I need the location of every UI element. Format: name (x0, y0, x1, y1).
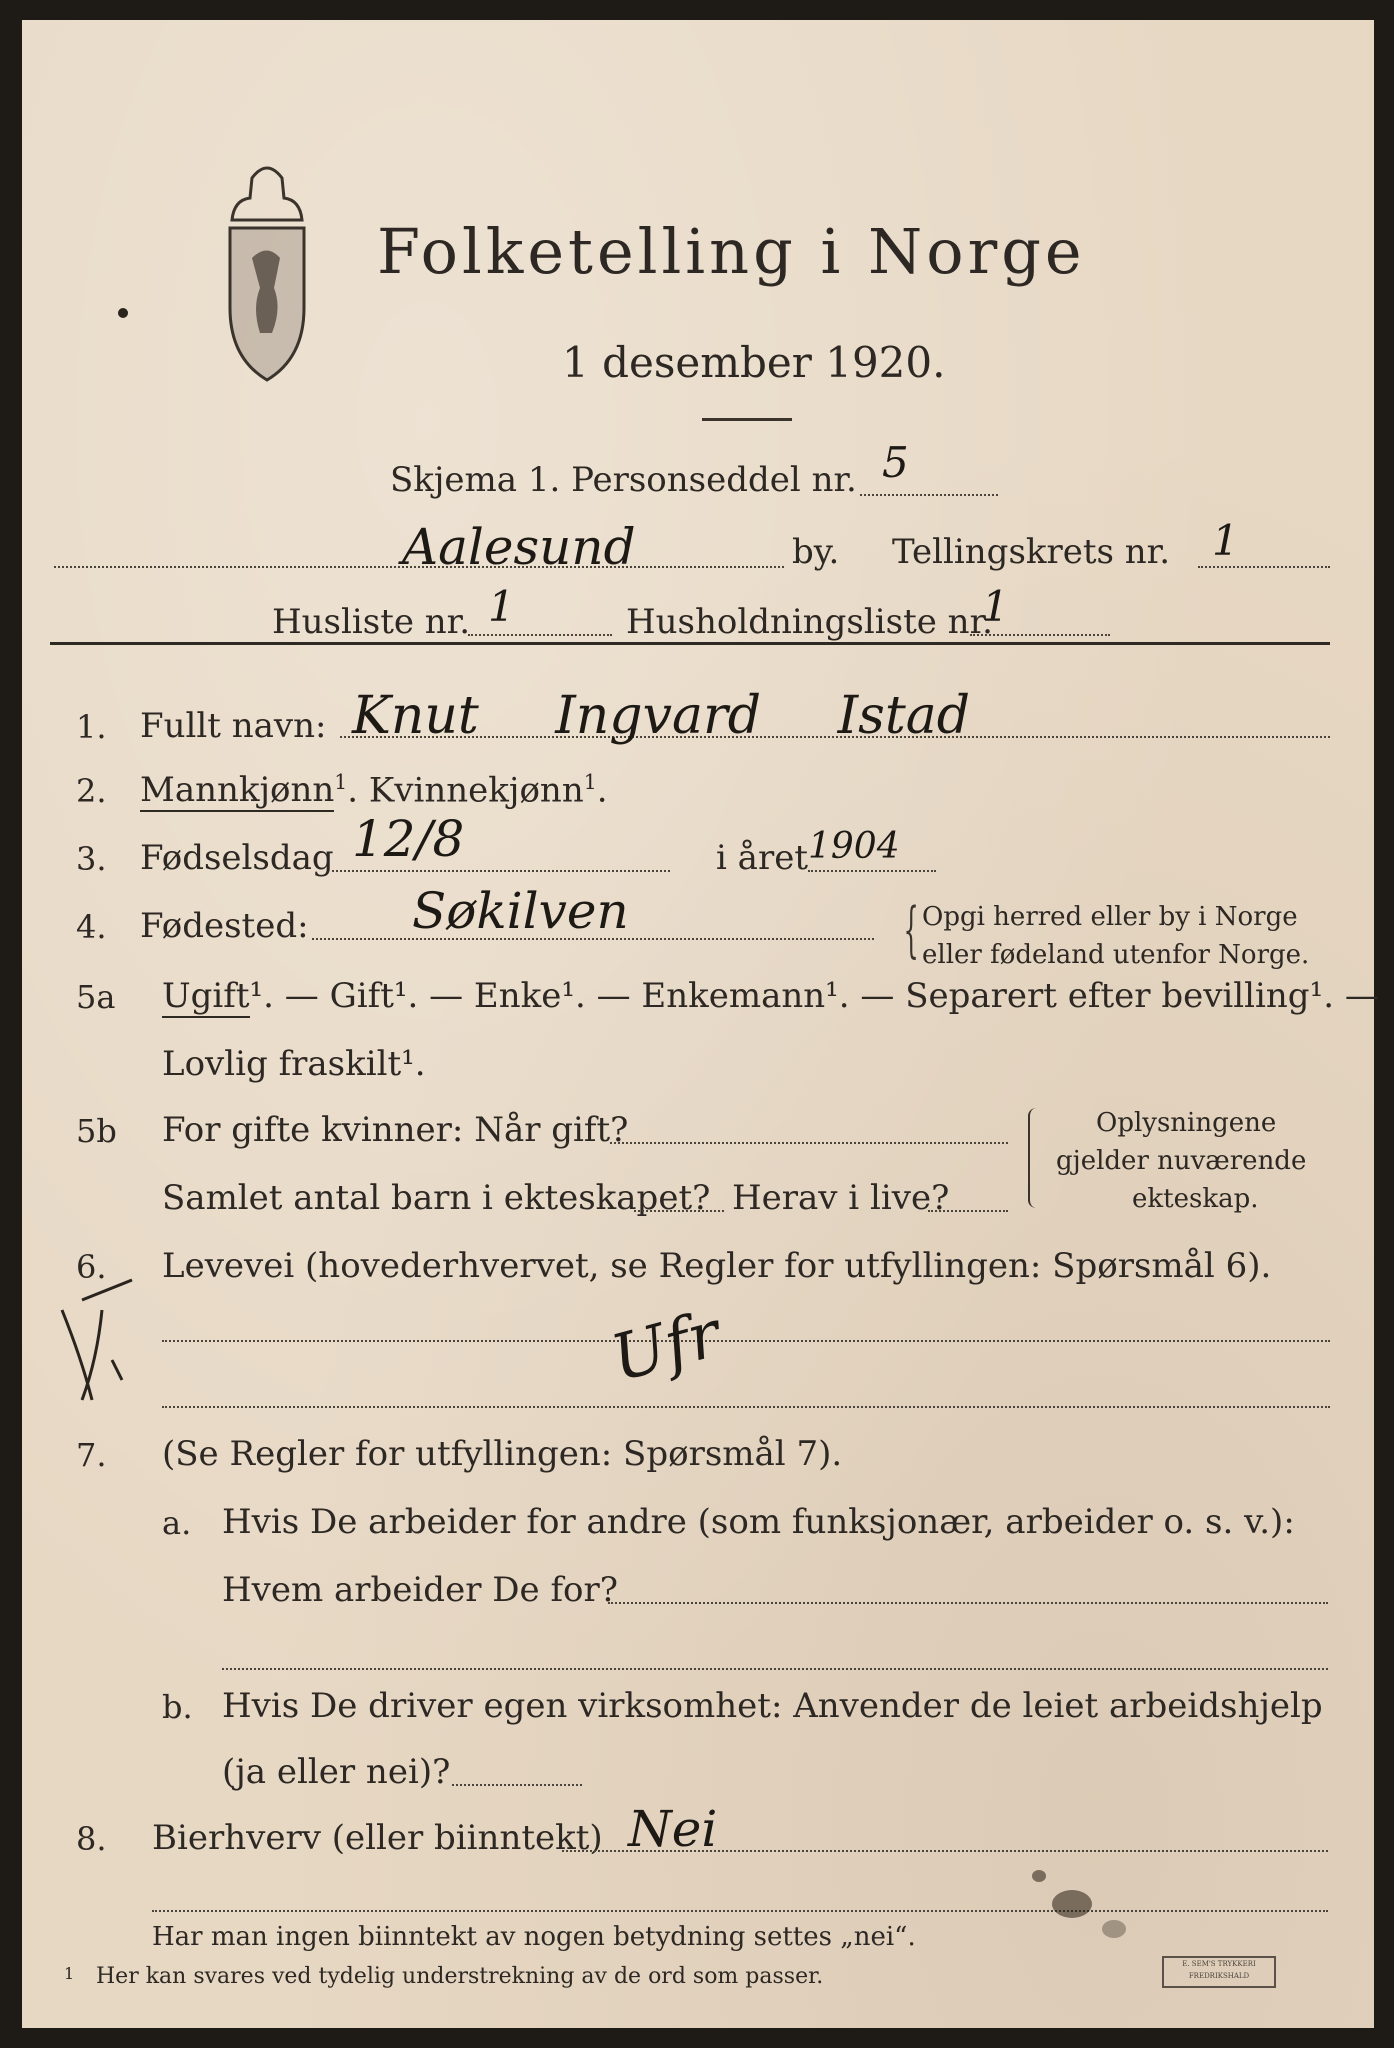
q7a-number: a. (162, 1504, 192, 1542)
q5b-note-1: Oplysningene (1096, 1108, 1277, 1138)
husholdning-label: Husholdningsliste nr. (626, 602, 993, 642)
q1-label: Fullt navn: (140, 706, 327, 746)
q5b-note-3: ekteskap. (1132, 1184, 1259, 1214)
q6-occupation-mark[interactable]: Ufr (604, 1297, 728, 1397)
q8-side-income[interactable]: Nei (628, 1800, 718, 1858)
q6-field-line-1 (162, 1340, 1330, 1342)
form-date: 1 desember 1920. (562, 338, 946, 387)
schema-number[interactable]: 5 (882, 438, 909, 487)
q5a-ugift-option[interactable]: Ugift (162, 976, 250, 1016)
q8-field-line-2 (152, 1910, 1328, 1912)
section-rule (50, 642, 1330, 645)
margin-check-mark-icon (52, 1270, 142, 1410)
q6-field-line-2 (162, 1406, 1330, 1408)
q2-female-option[interactable]: Kvinnekjønn (368, 770, 584, 811)
form-title: Folketelling i Norge (377, 215, 1086, 288)
q4-note-1: Opgi herred eller by i Norge (922, 902, 1298, 932)
q2-end: . (596, 770, 608, 811)
husliste-label: Husliste nr. (272, 602, 471, 642)
husliste-number[interactable]: 1 (488, 582, 515, 631)
q5b-alive-line (928, 1210, 1008, 1212)
q7a-label-2: Hvem arbeider De for? (222, 1570, 618, 1610)
q5b-children-line (634, 1210, 724, 1212)
q8-label: Bierhverv (eller biinntekt) (152, 1818, 603, 1858)
krets-label: Tellingskrets nr. (892, 532, 1171, 572)
q7b-number: b. (162, 1688, 193, 1726)
footnote-text: Her kan svares ved tydelig understrekning av de ord som passer. (96, 1964, 824, 1989)
q2-gender (140, 770, 608, 810)
q6-number: 6. (76, 1248, 107, 1286)
q8-number: 8. (76, 1820, 107, 1858)
city-name[interactable]: Aalesund (402, 518, 636, 576)
q6-label: Levevei (hovederhvervet, se Regler for utfyllingen: Spørsmål 6). (162, 1246, 1272, 1286)
divider (702, 418, 792, 421)
husholdning-field-line (970, 634, 1110, 636)
q5b-married-line (610, 1142, 1008, 1144)
q5b-number: 5b (76, 1112, 117, 1150)
q3-birthdate[interactable]: 12/8 (352, 810, 465, 868)
q7-number: 7. (76, 1436, 107, 1474)
husliste-field-line (468, 634, 612, 636)
q4-number: 4. (76, 908, 107, 946)
q3-number: 3. (76, 840, 107, 878)
q4-note-2: eller fødeland utenfor Norge. (922, 940, 1310, 970)
q5a-number: 5a (76, 978, 116, 1016)
q5a-other-options[interactable]: ¹. — Gift¹. — Enke¹. — Enkemann¹. — Separert efter bevilling¹. — (249, 976, 1379, 1016)
q3-label: Fødselsdag (140, 838, 334, 878)
q2-number: 2. (76, 772, 107, 810)
footnote-mark: 1 (64, 1964, 75, 1983)
q5b-label-2: Samlet antal barn i ekteskapet? (162, 1178, 711, 1218)
coat-of-arms-icon (212, 158, 322, 388)
husholdning-number[interactable]: 1 (982, 582, 1009, 631)
q1-number: 1. (76, 708, 107, 746)
q7-label: (Se Regler for utfyllingen: Spørsmål 7). (162, 1434, 843, 1474)
census-form (22, 20, 1379, 2028)
q7b-label-1: Hvis De driver egen virksomhet: Anvender de leiet arbeidshjelp (222, 1686, 1323, 1726)
q4-birthplace[interactable]: Søkilven (412, 882, 629, 940)
q3-date-line (332, 870, 670, 872)
ink-smudge (1102, 1920, 1126, 1938)
ink-smudge (1052, 1890, 1092, 1918)
q2-female-sup: 1 (583, 770, 597, 794)
q2-male-option[interactable]: Mannkjønn (140, 770, 335, 811)
q7a-field-line-2 (222, 1668, 1328, 1670)
q2-sep: . (347, 770, 359, 811)
q5a-options (162, 976, 1379, 1016)
q1-full-name[interactable]: Knut Ingvard Istad (352, 686, 971, 746)
city-suffix: by. (792, 532, 840, 572)
q3-year-label: i året (716, 838, 808, 878)
ink-smudge (1032, 1870, 1046, 1882)
q5b-note-2: gjelder nuværende (1056, 1146, 1307, 1176)
q5b-label-3: Herav i live? (732, 1178, 950, 1218)
q3-birth-year[interactable]: 1904 (808, 826, 900, 867)
q5a-line2[interactable]: Lovlig fraskilt¹. (162, 1044, 426, 1084)
krets-field-line (1198, 566, 1330, 568)
q7a-label-1: Hvis De arbeider for andre (som funksjonær, arbeider o. s. v.): (222, 1502, 1295, 1542)
schema-label: Skjema 1. Personseddel nr. (390, 460, 857, 500)
q4-label: Fødested: (140, 906, 309, 946)
q3-year-line (808, 870, 936, 872)
q7b-field-line (452, 1784, 582, 1786)
punch-hole (118, 308, 128, 318)
q5b-label-1: For gifte kvinner: Når gift? (162, 1110, 629, 1150)
nei-note: Har man ingen biinntekt av nogen betydning settes „nei“. (152, 1922, 916, 1952)
q7a-field-line-1 (608, 1602, 1328, 1604)
printer-stamp: E. SEM'S TRYKKERI FREDRIKSHALD (1162, 1956, 1276, 1988)
krets-number[interactable]: 1 (1212, 516, 1239, 565)
q7b-label-2: (ja eller nei)? (222, 1752, 451, 1792)
schema-field-line (860, 494, 998, 496)
q2-male-sup: 1 (334, 770, 348, 794)
q4-brace: { (903, 895, 919, 965)
q5b-brace (1028, 1108, 1040, 1208)
